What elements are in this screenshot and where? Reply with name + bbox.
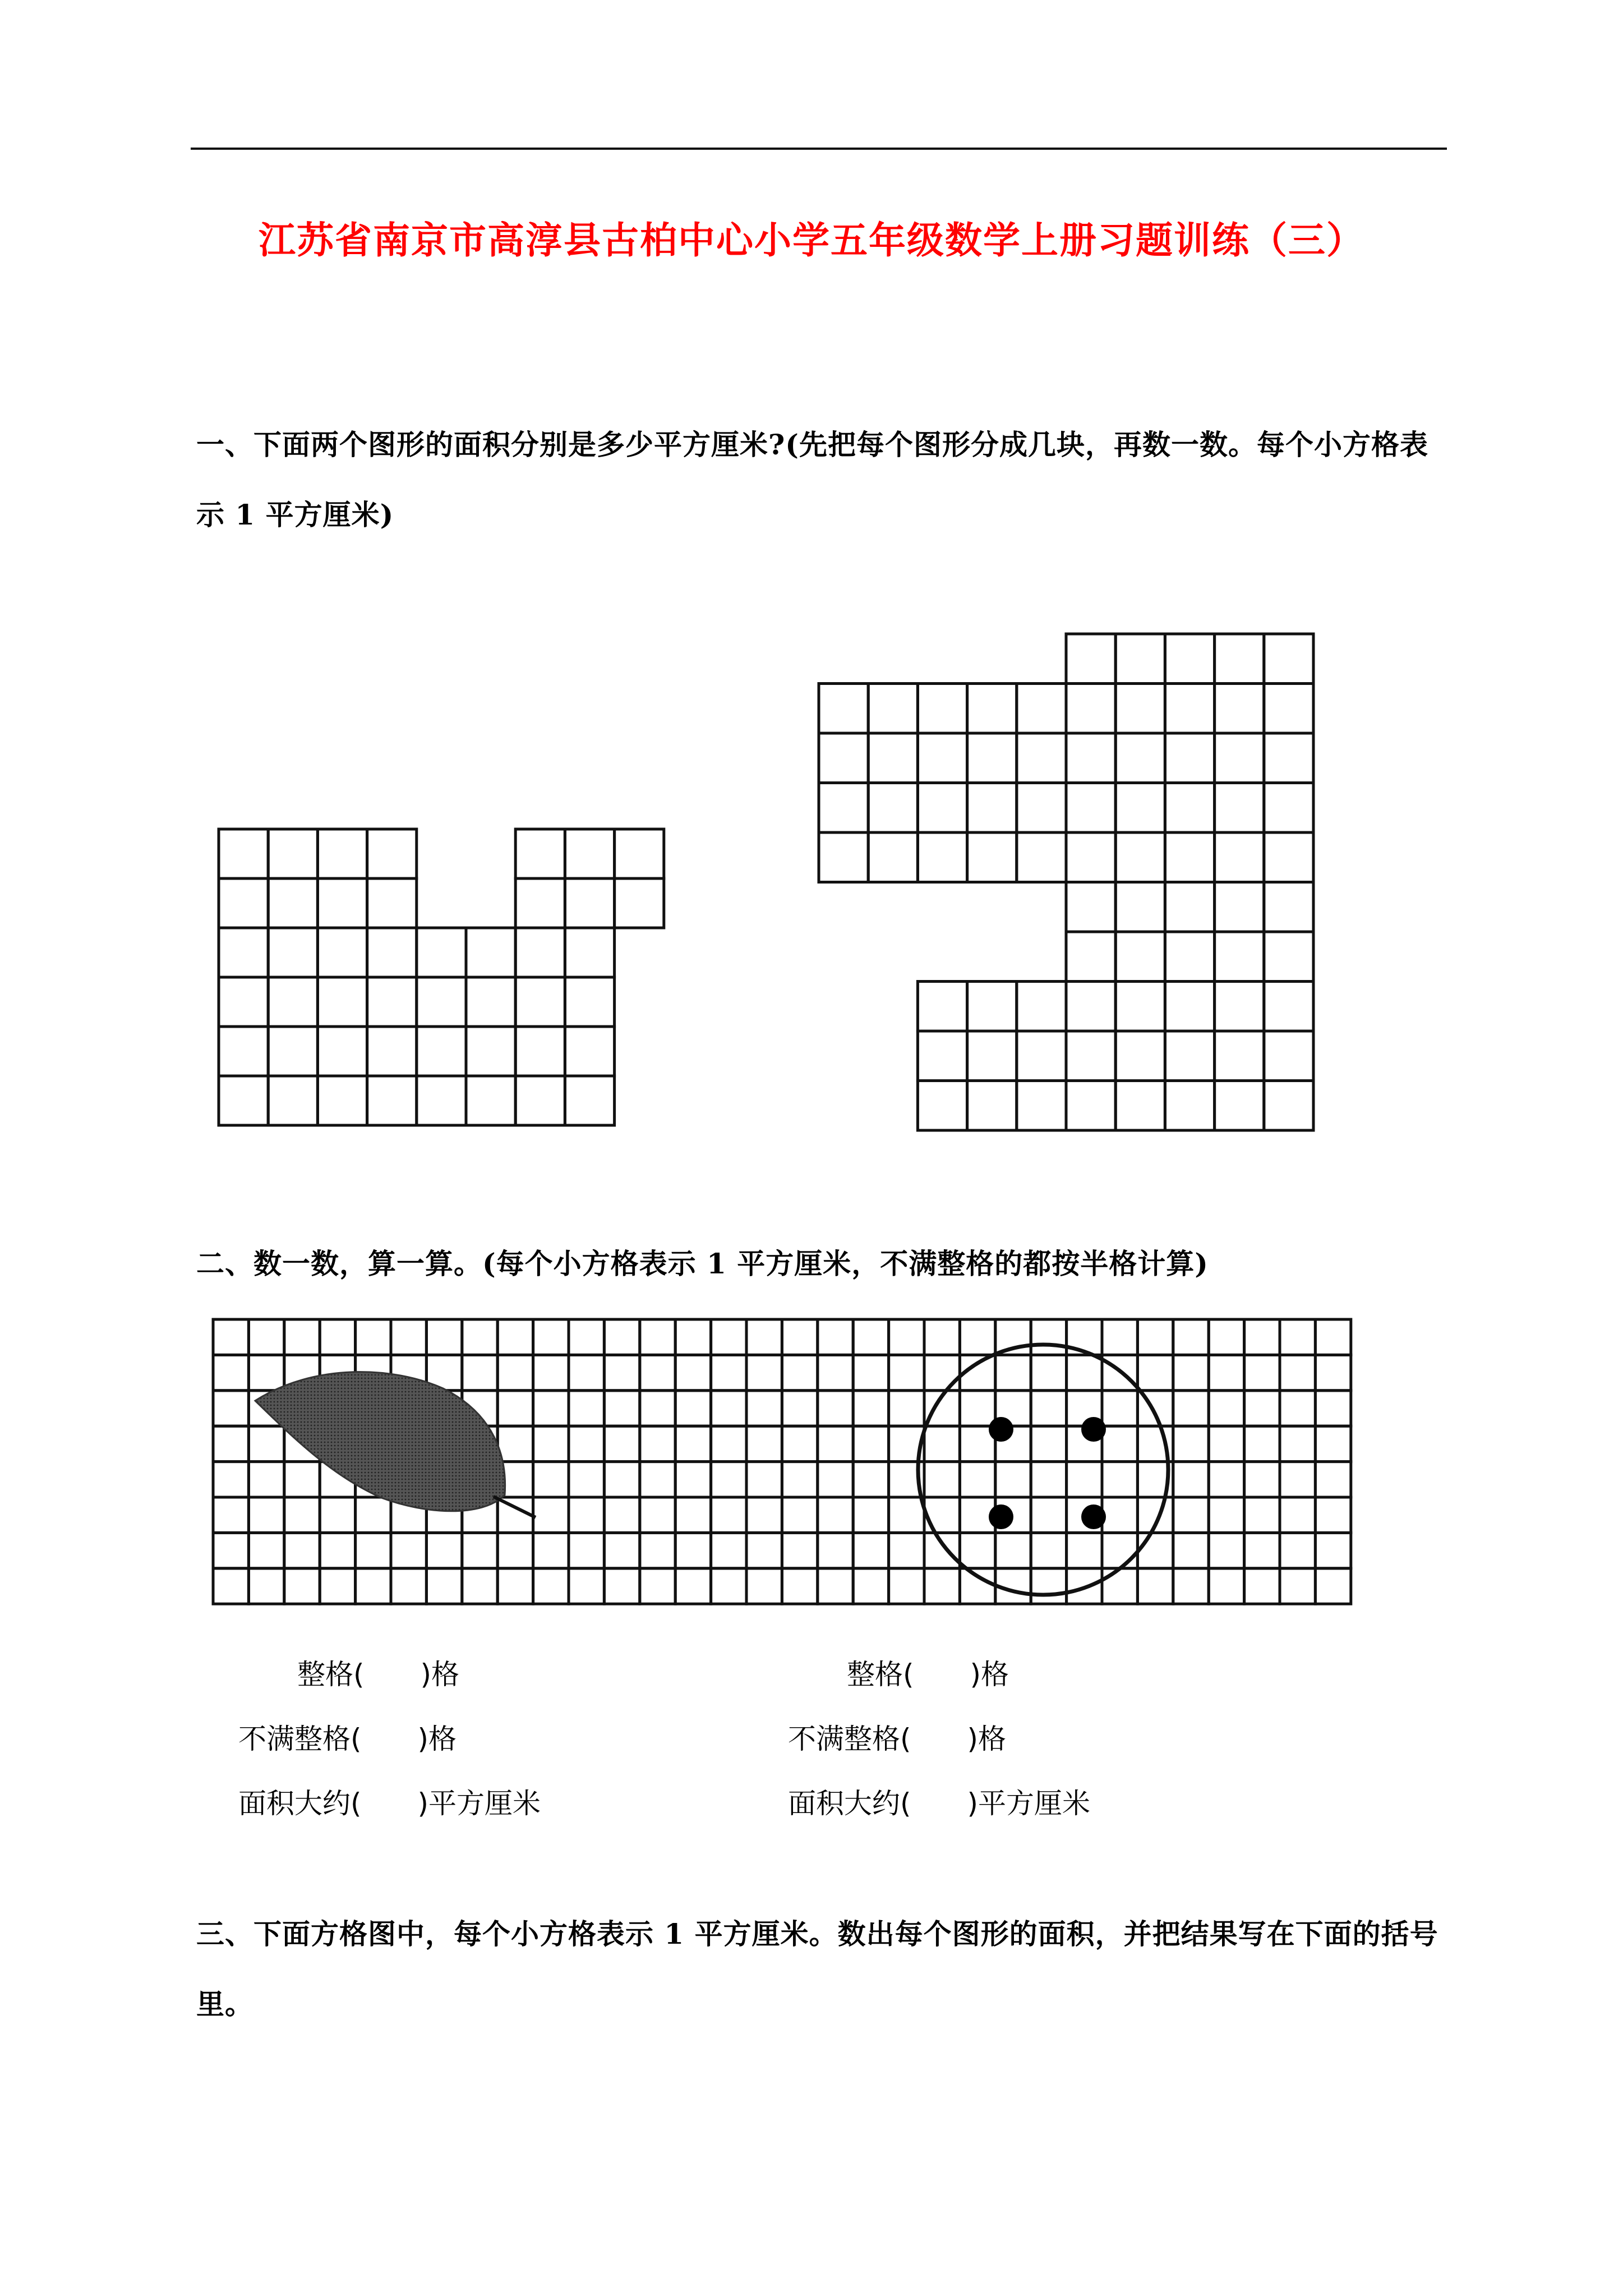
right-area-blank: 面积大约( )平方厘米 — [788, 1787, 1091, 1820]
question-2-text: 二、数一数，算一算。(每个小方格表示 1 平方厘米，不满整格的都按半格计算) — [196, 1247, 1209, 1280]
left-whole-cells-blank: 整格( )格 — [297, 1658, 460, 1691]
question-3-text: 三、下面方格图中，每个小方格表示 1 平方厘米。数出每个图形的面积，并把结果写在下面的括号里。 — [196, 1917, 1438, 2021]
left-partial-cells-blank: 不满整格( )格 — [238, 1723, 457, 1755]
left-area-blank: 面积大约( )平方厘米 — [238, 1787, 541, 1820]
q1-figure-right — [819, 634, 1313, 1130]
button-image — [918, 1345, 1168, 1595]
page-title: 江苏省南京市高淳县古柏中心小学五年级数学上册习题训练（三） — [259, 218, 1364, 262]
question-1-text: 一、下面两个图形的面积分别是多少平方厘米?(先把每个图形分成几块，再数一数。每个小方格表示 1 平方厘米) — [196, 428, 1428, 531]
right-partial-cells-blank: 不满整格( )格 — [788, 1723, 1007, 1755]
right-whole-cells-blank: 整格( )格 — [847, 1658, 1009, 1691]
leaf-image — [255, 1372, 536, 1517]
q1-figure-left — [219, 829, 664, 1125]
